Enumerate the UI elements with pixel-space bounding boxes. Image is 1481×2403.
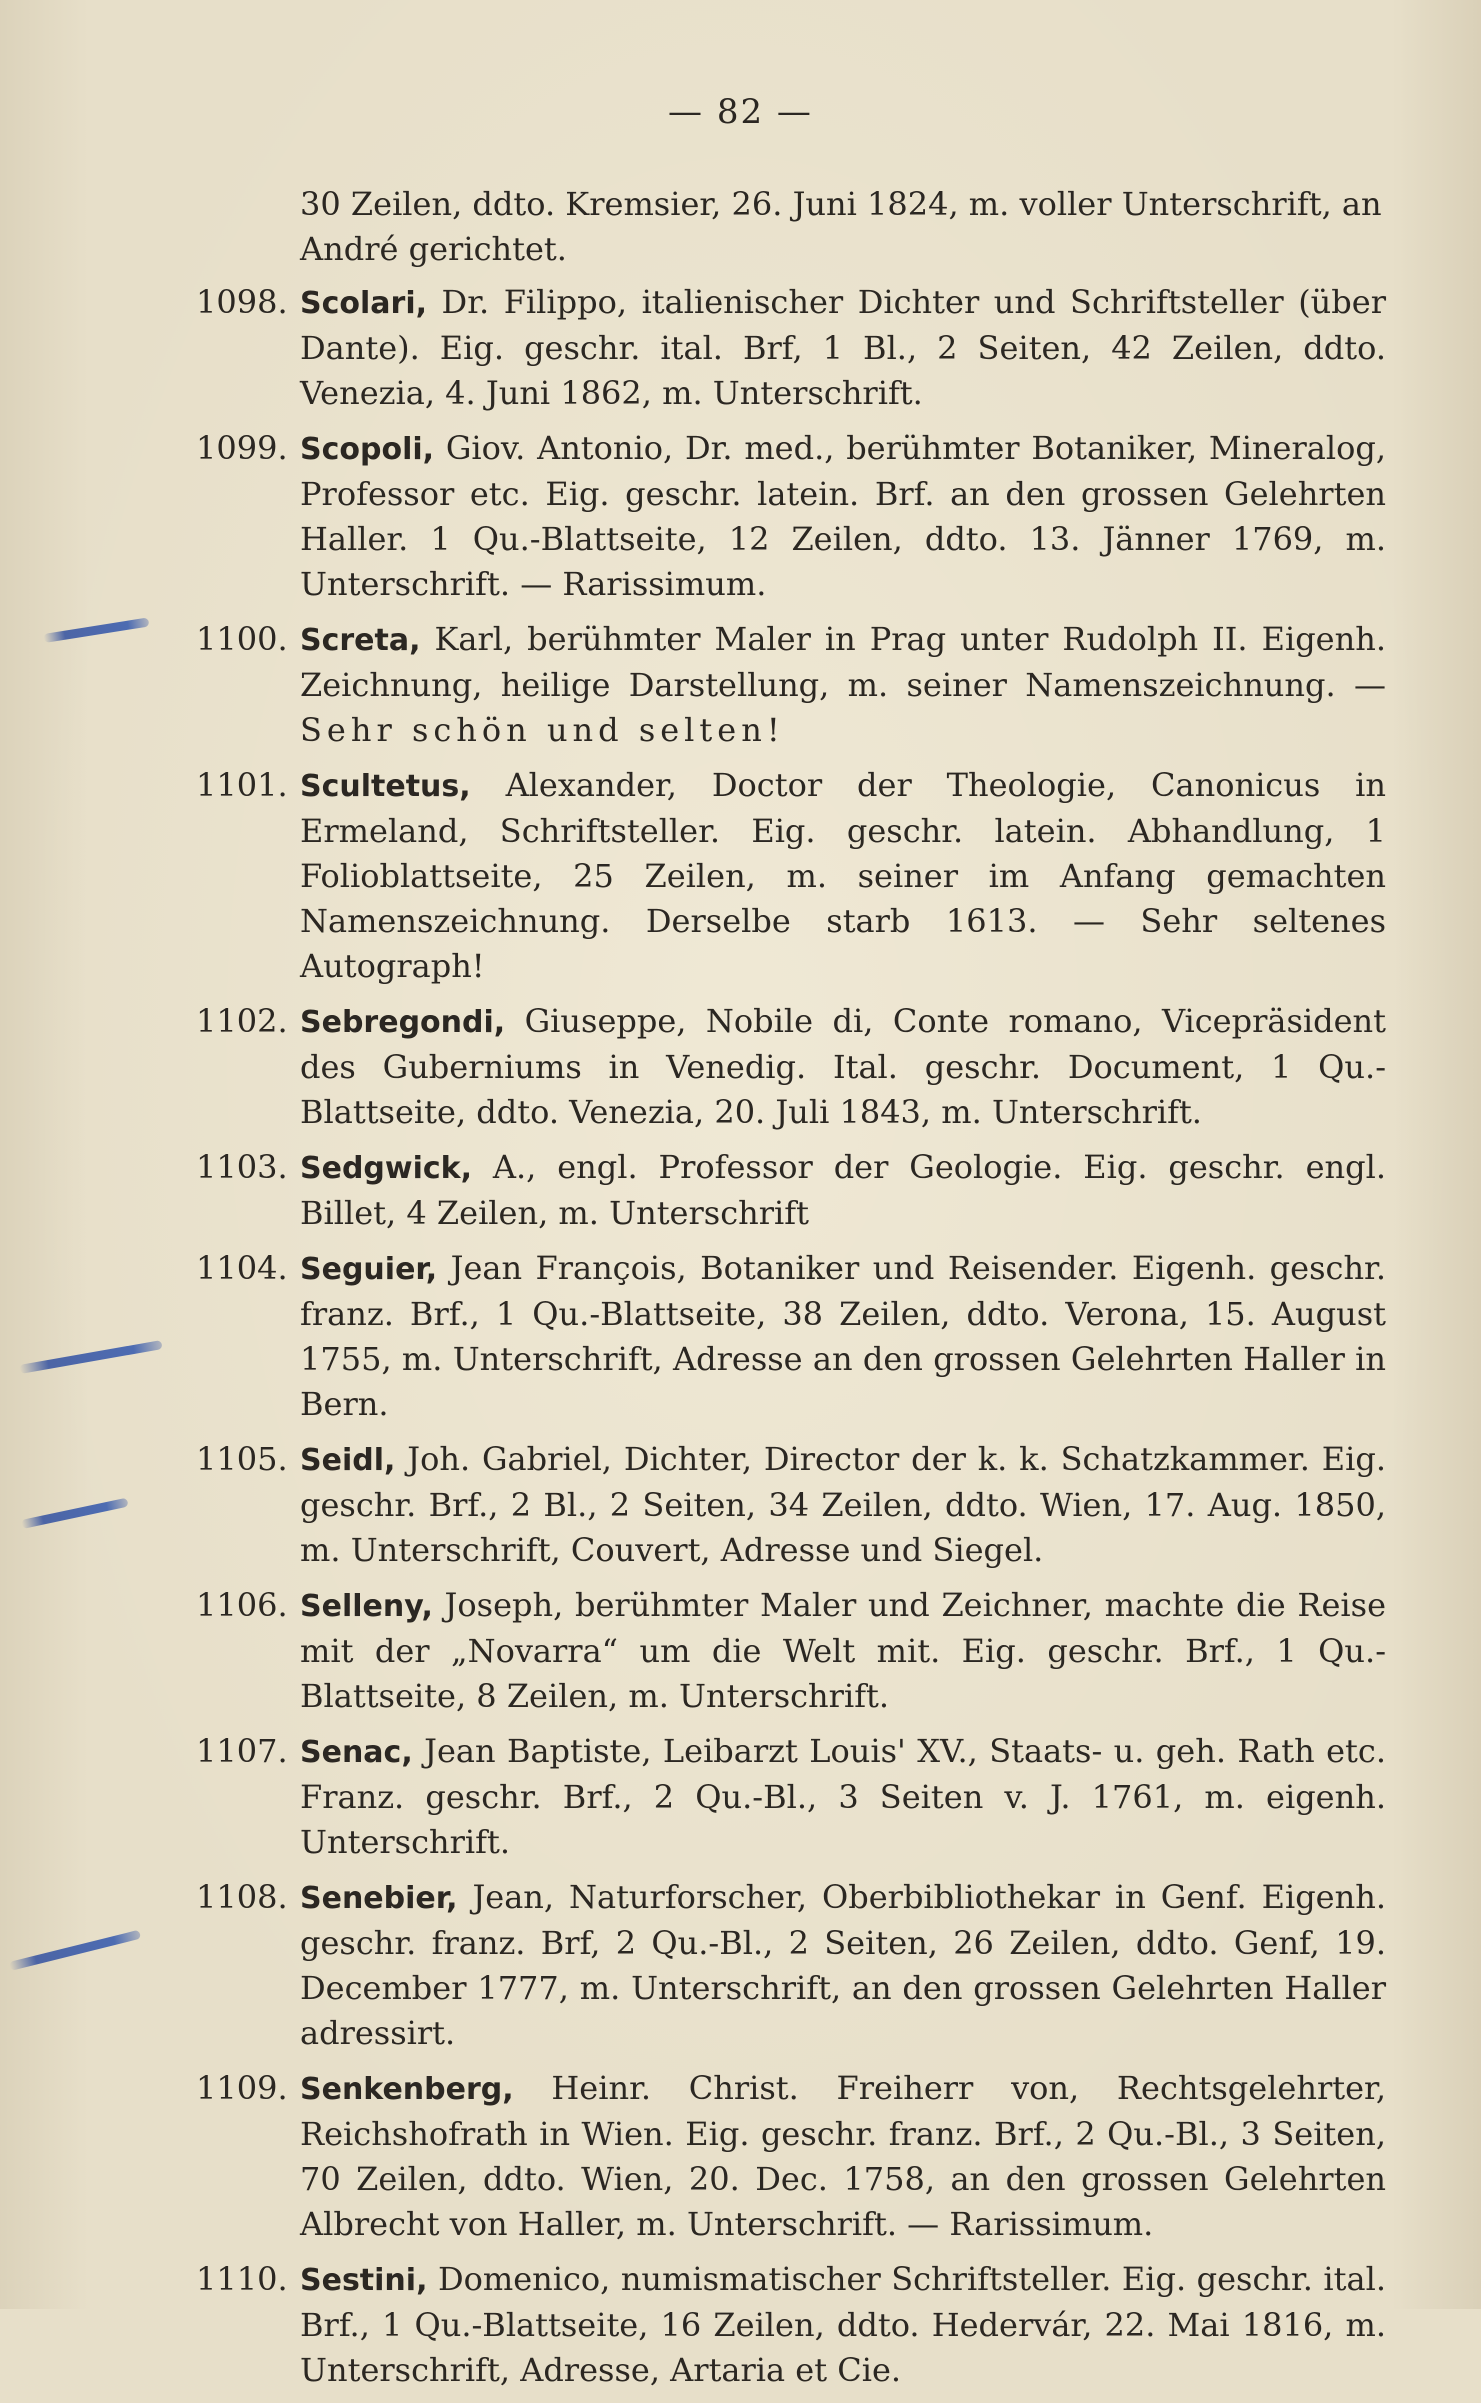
entry-name: Scopoli,: [300, 432, 435, 467]
entry-description: Domenico, numismatischer Schriftsteller. Eig. geschr. ital. Brf., 1 Qu.-Blattseite, 16 Zeilen, ddto. Hedervár, 22. Mai 1816, m. Unterschrift, Adresse, Artaria et Cie.: [300, 2260, 1386, 2389]
pencil-mark-1106: [21, 1498, 129, 1529]
catalog-entry: [196, 280, 1386, 416]
catalog-entry: [196, 617, 1386, 753]
catalog-entry: [196, 2257, 1386, 2393]
entry-name: Seguier,: [300, 1252, 438, 1287]
entry-name: Seidl,: [300, 1443, 396, 1478]
catalog-entry: [196, 1437, 1386, 1573]
entry-description: Jean Baptiste, Leibarzt Louis' XV., Staats- u. geh. Rath etc. Franz. geschr. Brf., 2 Qu.-Bl., 3 Seiten v. J. 1761, m. eigenh. Unterschrift.: [300, 1732, 1386, 1861]
catalog-entry: [196, 1583, 1386, 1719]
entry-description: Jean, Naturforscher, Oberbibliothekar in Genf. Eigenh. geschr. franz. Brf, 2 Qu.-Bl., 2 Seiten, 26 Zeilen, ddto. Genf, 19. December 1777, m. Unterschrift, an den grossen Gelehrten Haller adressirt.: [300, 1878, 1386, 2052]
page-number: — 82 —: [668, 92, 813, 132]
catalog-entry: [196, 1875, 1386, 2056]
entry-number: 1101.: [196, 766, 288, 804]
entry-description: Karl, berühmter Maler in Prag unter Rudolph II. Eigenh. Zeichnung, heilige Darstellung, m. seiner Namenszeichnung. —: [300, 620, 1386, 704]
entry-description: Giov. Antonio, Dr. med., berühmter Botaniker, Mineralog, Professor etc. Eig. geschr. latein. Brf. an den grossen Gelehrten Haller. 1 Qu.-Blattseite, 12 Zeilen, ddto. 13. Jänner 1769, m. Unterschrift. — Rarissimum.: [300, 429, 1386, 603]
entry-name: Sedgwick,: [300, 1151, 473, 1186]
entry-number: 1109.: [196, 2069, 288, 2107]
pencil-mark-1100: [43, 617, 149, 642]
entry-name: Senkenberg,: [300, 2072, 514, 2107]
entry-description: Heinr. Christ. Freiherr von, Rechtsgelehrter, Reichshofrath in Wien. Eig. geschr. franz. Brf., 2 Qu.-Bl., 3 Seiten, 70 Zeilen, ddto. Wien, 20. Dec. 1758, an den grossen Gelehrten Albrecht von Haller, m. Unterschrift. — Rarissimum.: [300, 2069, 1386, 2243]
entry-name: Scultetus,: [300, 769, 471, 804]
entry-description: Dr. Filippo, italienischer Dichter und Schriftsteller (über Dante). Eig. geschr. ital. Brf, 1 Bl., 2 Seiten, 42 Zeilen, ddto. Venezia, 4. Juni 1862, m. Unterschrift.: [300, 283, 1386, 412]
entry-description: A., engl. Professor der Geologie. Eig. geschr. engl. Billet, 4 Zeilen, m. Unterschrift: [300, 1148, 1386, 1232]
catalog-entry: [196, 1145, 1386, 1236]
entry-number: 1098.: [196, 283, 288, 321]
entry-number: 1106.: [196, 1586, 288, 1624]
catalog-entry: [196, 426, 1386, 607]
catalog-entry: [196, 1729, 1386, 1865]
entry-number: 1104.: [196, 1249, 288, 1287]
catalog-entry: [196, 2066, 1386, 2247]
entry-name: Selleny,: [300, 1589, 433, 1624]
entry-number: 1103.: [196, 1148, 288, 1186]
entry-number: 1108.: [196, 1878, 288, 1916]
entry-name: Screta,: [300, 623, 421, 658]
catalog-entry: [196, 999, 1386, 1135]
pencil-mark-1105: [19, 1340, 162, 1374]
entry-number: 1102.: [196, 1002, 288, 1040]
catalog-entry: [196, 1246, 1386, 1427]
entry-description: Joseph, berühmter Maler und Zeichner, machte die Reise mit der „Novarra“ um die Welt mit. Eig. geschr. Brf., 1 Qu.-Blattseite, 8 Zeilen, m. Unterschrift.: [300, 1586, 1386, 1715]
entry-number: 1105.: [196, 1440, 288, 1478]
entry-number: 1099.: [196, 429, 288, 467]
catalog-entry: [196, 763, 1386, 989]
entry-description: Giuseppe, Nobile di, Conte romano, Vicepräsident des Guberniums in Venedig. Ital. geschr. Document, 1 Qu.-Blattseite, ddto. Venezia, 20. Juli 1843, m. Unterschrift.: [300, 1002, 1386, 1131]
entry-emphasis: Sehr schön und selten!: [300, 711, 785, 749]
entry-description: Jean François, Botaniker und Reisender. Eigenh. geschr. franz. Brf., 1 Qu.-Blattseite, 38 Zeilen, ddto. Verona, 15. August 1755, m. Unterschrift, Adresse an den grossen Gelehrten Haller in Bern.: [300, 1249, 1386, 1423]
continued-entry-text: 30 Zeilen, ddto. Kremsier, 26. Juni 1824, m. voller Unterschrift, an André gerichtet.: [300, 185, 1382, 268]
entry-description: Alexander, Doctor der Theologie, Canonicus in Ermeland, Schriftsteller. Eig. geschr. latein. Abhandlung, 1 Folioblattseite, 25 Zeilen, m. seiner im Anfang gemachten Namenszeichnung. Derselbe starb 1613. — Sehr seltenes Autograph!: [300, 766, 1386, 985]
entry-name: Scolari,: [300, 286, 428, 321]
entry-number: 1110.: [196, 2260, 288, 2298]
entry-name: Senac,: [300, 1735, 413, 1770]
entry-number: 1107.: [196, 1732, 288, 1770]
entry-description: Joh. Gabriel, Dichter, Director der k. k. Schatzkammer. Eig. geschr. Brf., 2 Bl., 2 Seiten, 34 Zeilen, ddto. Wien, 17. Aug. 1850, m. Unterschrift, Couvert, Adresse und Siegel.: [300, 1440, 1386, 1569]
entry-number: 1100.: [196, 620, 288, 658]
entry-list: [196, 182, 1386, 2403]
entry-name: Senebier,: [300, 1881, 458, 1916]
entry-name: Sebregondi,: [300, 1005, 506, 1040]
entry-name: Sestini,: [300, 2263, 428, 2298]
pencil-mark-1109: [9, 1930, 141, 1971]
